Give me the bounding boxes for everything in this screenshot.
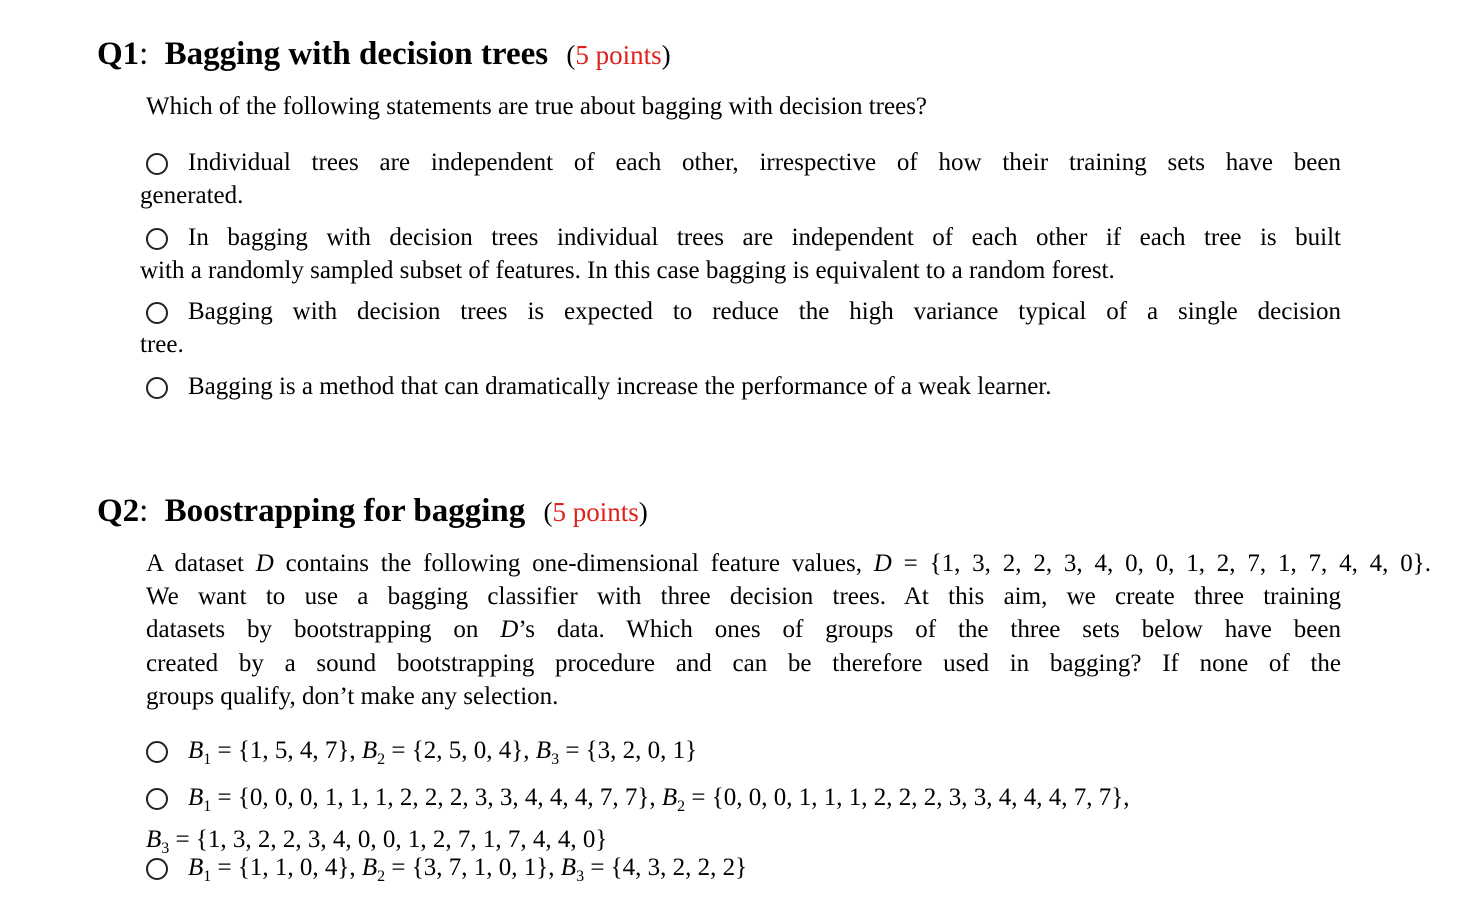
option-text bbox=[140, 295, 1341, 361]
q1-title: Bagging with decision trees bbox=[164, 36, 549, 72]
q2-heading bbox=[97, 491, 648, 532]
q2-number: Q2 bbox=[97, 493, 140, 529]
q1-option-2[interactable] bbox=[140, 221, 1341, 287]
radio-button[interactable] bbox=[146, 302, 168, 324]
radio-button[interactable] bbox=[146, 741, 168, 763]
option-line: generated. bbox=[140, 182, 244, 210]
option-text bbox=[182, 370, 1341, 403]
set-b2: {3, 7, 1, 0, 1} bbox=[411, 854, 549, 881]
prompt-text: contains the following one-dimensional feature values, bbox=[273, 550, 874, 577]
math-D: D bbox=[873, 550, 892, 577]
set-b2: {2, 5, 0, 4} bbox=[411, 737, 524, 764]
q2-option-1[interactable] bbox=[146, 734, 1341, 776]
q1-points-close: ) bbox=[661, 40, 671, 70]
q1-heading bbox=[97, 34, 671, 75]
option-line: Bagging with decision trees is expected to reduce the high variance typical of a single decision bbox=[188, 298, 1341, 325]
q2-points-value: 5 points bbox=[552, 497, 639, 527]
option-text: $B_1 = \{1$, 1, 0, 4}, $B_2 = \{3$, 7, 1, 0, 1}, $B_3 = \{4$, 3, 2, 2, 2} bbox=[188, 854, 748, 885]
q1-option-3[interactable] bbox=[140, 295, 1341, 361]
option-line: tree. bbox=[140, 331, 184, 359]
q2-option-3[interactable] bbox=[146, 851, 1341, 893]
q1-prompt: Which of the following statements are true about bagging with decision trees? bbox=[146, 93, 928, 120]
radio-button[interactable] bbox=[146, 153, 168, 175]
set-b3: {3, 2, 0, 1} bbox=[585, 737, 698, 764]
option-text bbox=[140, 221, 1341, 287]
set-b2: {0, 0, 0, 1, 1, 1, 2, 2, 2, 3, 3, 4, 4, 4, 7, 7} bbox=[711, 784, 1124, 811]
option-line: Bagging is a method that can dramatically increase the performance of a weak learner. bbox=[188, 373, 1052, 400]
q1-option-4[interactable] bbox=[146, 370, 1341, 403]
math-D: D bbox=[500, 616, 519, 644]
q2-title: Boostrapping for bagging bbox=[164, 493, 526, 529]
radio-button[interactable] bbox=[146, 377, 168, 399]
q2-prompt bbox=[146, 547, 1431, 713]
prompt-text: A dataset bbox=[146, 550, 256, 577]
q1-option-1[interactable] bbox=[140, 146, 1341, 212]
q2-points-close: ) bbox=[638, 497, 648, 527]
q1-points bbox=[566, 40, 670, 70]
prompt-text: datasets by bootstrapping on bbox=[146, 616, 501, 644]
q2-prompt-line-4: created by a sound bootstrapping procedure and can be therefore used in bagging? If none of the bbox=[146, 649, 1341, 677]
q2-prompt-line-1 bbox=[146, 547, 1431, 580]
set-b1: {1, 1, 0, 4} bbox=[237, 854, 350, 881]
prompt-text: = {1, 3, 2, 2, 3, 4, 0, 0, 1, 2, 7, 1, 7, 4, 4, 0}. bbox=[891, 550, 1431, 577]
option-text: $B_1 = \{1$, 5, 4, 7}, $B_2 = \{2$, 5, 0, 4}, $B_3 = \{3$, 2, 0, 1} bbox=[188, 737, 698, 768]
q1-points-open: ( bbox=[566, 40, 576, 70]
set-b3: {4, 3, 2, 2, 2} bbox=[610, 854, 748, 881]
q2-prompt-line-3 bbox=[146, 613, 1341, 646]
set-b1: {0, 0, 0, 1, 1, 1, 2, 2, 2, 3, 3, 4, 4, 4, 7, 7} bbox=[237, 784, 650, 811]
option-line: In bagging with decision trees individual trees are independent of each other if each tree is built bbox=[188, 224, 1341, 251]
q2-points bbox=[543, 497, 647, 527]
q2-prompt-line-5: groups qualify, don’t make any selection. bbox=[146, 682, 559, 710]
math-D: D bbox=[255, 550, 274, 577]
option-line: with a randomly sampled subset of features. In this case bagging is equivalent to a random forest. bbox=[140, 257, 1115, 285]
set-b3: {1, 3, 2, 2, 3, 4, 0, 0, 1, 2, 7, 1, 7, 4, 4, 0} bbox=[195, 826, 608, 854]
radio-button[interactable] bbox=[146, 788, 168, 810]
radio-button[interactable] bbox=[146, 228, 168, 250]
q2-points-open: ( bbox=[543, 497, 553, 527]
option-text: $B_1 = \{0$, 0, 0, 1, 1, 1, 2, 2, 2, 3, 3, 4, 4, 4, 7, 7}, $B_2 = \{0$, 0, 0, 1, 1, 1, 2, 2, 2, 3, 3, 4, 4, 4, 7, 7}, $B_3 = \{1$, 3, 2, 2, 3, 4, 0, 0, 1, 2, 7, 1, 7, 4, 4, 0} bbox=[146, 784, 1130, 858]
q2-sep: : bbox=[139, 493, 149, 529]
prompt-text: ’s data. Which ones of groups of the three sets below have been bbox=[518, 616, 1341, 644]
q1-number: Q1 bbox=[97, 36, 140, 72]
q2-prompt-line-2: We want to use a bagging classifier with three decision trees. At this aim, we create three training bbox=[146, 583, 1341, 611]
q1-points-value: 5 points bbox=[575, 40, 662, 70]
set-b1: {1, 5, 4, 7} bbox=[237, 737, 350, 764]
option-text bbox=[140, 146, 1341, 212]
q1-sep: : bbox=[139, 36, 149, 72]
radio-button[interactable] bbox=[146, 858, 168, 880]
option-line: Individual trees are independent of each other, irrespective of how their training sets have been bbox=[188, 149, 1341, 176]
